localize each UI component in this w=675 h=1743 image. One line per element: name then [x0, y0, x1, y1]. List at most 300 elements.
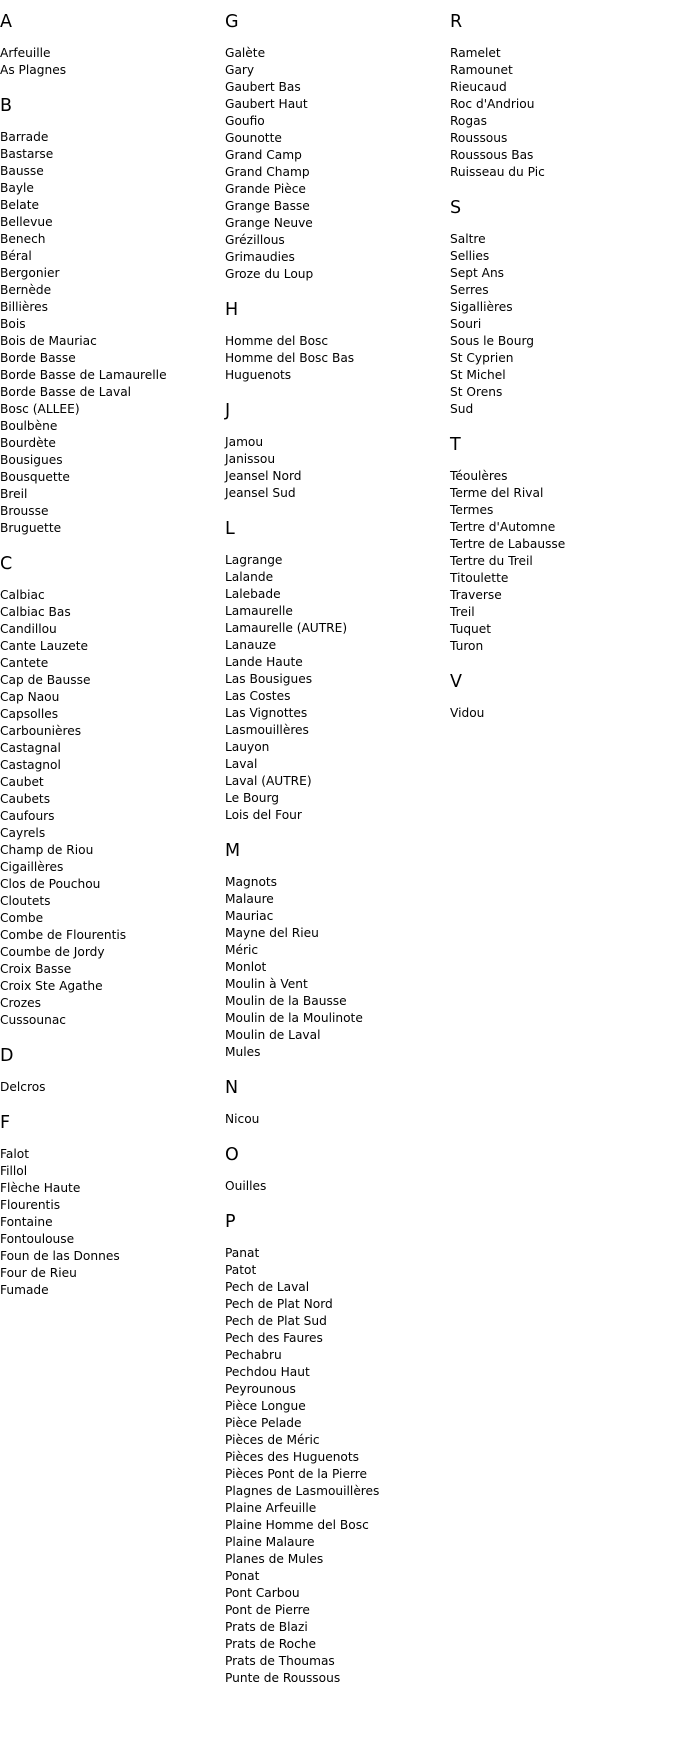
- place-link[interactable]: Cantete: [0, 656, 49, 670]
- list-item: [225, 1313, 450, 1330]
- list-item: [450, 519, 675, 536]
- place-link[interactable]: Magnots: [225, 875, 278, 889]
- list-item: [450, 299, 675, 316]
- letter-section-g: [225, 12, 450, 283]
- place-list: [0, 45, 225, 79]
- list-item: [225, 1178, 450, 1195]
- place-link[interactable]: Croix Ste Agathe: [0, 979, 103, 993]
- place-link[interactable]: Caubet: [0, 775, 44, 789]
- place-link[interactable]: Borde Basse de Laval: [0, 385, 132, 399]
- list-item: [0, 825, 225, 842]
- letter-section-t: [450, 435, 675, 655]
- place-link[interactable]: Sept Ans: [450, 266, 505, 280]
- place-link[interactable]: Bosc (ALLEE): [0, 402, 80, 416]
- place-link[interactable]: Punte de Roussous: [225, 1671, 341, 1685]
- letter-heading: H: [225, 300, 239, 320]
- list-item: [0, 350, 225, 367]
- letter-heading: L: [225, 519, 235, 539]
- place-link[interactable]: Fontoulouse: [0, 1232, 75, 1246]
- place-link[interactable]: Rogas: [450, 114, 487, 128]
- place-link[interactable]: St Orens: [450, 385, 503, 399]
- place-link[interactable]: Mayne del Rieu: [225, 926, 319, 940]
- list-item: [225, 1262, 450, 1279]
- list-item: [225, 1111, 450, 1128]
- list-item: [450, 333, 675, 350]
- place-link[interactable]: Pièce Longue: [225, 1399, 306, 1413]
- place-link[interactable]: Nicou: [225, 1112, 260, 1126]
- list-item: [0, 384, 225, 401]
- letter-heading: A: [0, 12, 12, 32]
- place-link[interactable]: Homme del Bosc Bas: [225, 351, 355, 365]
- list-item: [0, 45, 225, 62]
- place-link[interactable]: Caufours: [0, 809, 55, 823]
- list-item: [0, 655, 225, 672]
- place-link[interactable]: As Plagnes: [0, 63, 67, 77]
- list-item: [225, 620, 450, 637]
- place-link[interactable]: Téoulères: [450, 469, 508, 483]
- list-item: [0, 197, 225, 214]
- place-link[interactable]: Bruguette: [0, 521, 62, 535]
- place-link[interactable]: Cussounac: [0, 1013, 67, 1027]
- place-link[interactable]: Goufio: [225, 114, 265, 128]
- place-link[interactable]: Calbiac Bas: [0, 605, 71, 619]
- list-item: [225, 976, 450, 993]
- place-link[interactable]: Pont de Pierre: [225, 1603, 310, 1617]
- place-link[interactable]: Grimaudies: [225, 250, 295, 264]
- place-link[interactable]: Pièces Pont de la Pierre: [225, 1467, 367, 1481]
- place-link[interactable]: Janissou: [225, 452, 276, 466]
- place-link[interactable]: Jamou: [225, 435, 264, 449]
- place-link[interactable]: Arfeuille: [0, 46, 51, 60]
- list-item: [0, 469, 225, 486]
- list-item: [225, 1347, 450, 1364]
- place-link[interactable]: Grand Champ: [225, 165, 310, 179]
- list-item: [450, 79, 675, 96]
- place-link[interactable]: Pech des Faures: [225, 1331, 323, 1345]
- place-link[interactable]: Caubets: [0, 792, 51, 806]
- place-link[interactable]: Pièce Pelade: [225, 1416, 302, 1430]
- list-item: [225, 1568, 450, 1585]
- place-list: [225, 874, 450, 1061]
- place-link[interactable]: Pech de Laval: [225, 1280, 310, 1294]
- list-item: [225, 790, 450, 807]
- list-item: [225, 1636, 450, 1653]
- place-link[interactable]: Bellevue: [0, 215, 53, 229]
- list-item: [0, 1079, 225, 1096]
- list-item: [225, 451, 450, 468]
- place-link[interactable]: Groze du Loup: [225, 267, 314, 281]
- place-link[interactable]: Moulin à Vent: [225, 977, 308, 991]
- list-item: [225, 705, 450, 722]
- place-link[interactable]: Plagnes de Lasmouillères: [225, 1484, 380, 1498]
- place-link[interactable]: Flèche Haute: [0, 1181, 81, 1195]
- letter-section-l: [225, 519, 450, 824]
- place-link[interactable]: Cigaillères: [0, 860, 64, 874]
- list-item: [450, 553, 675, 570]
- place-link[interactable]: Breil: [0, 487, 28, 501]
- list-item: [225, 434, 450, 451]
- place-link[interactable]: Homme del Bosc: [225, 334, 329, 348]
- place-link[interactable]: Serres: [450, 283, 489, 297]
- place-link[interactable]: Bousquette: [0, 470, 70, 484]
- list-item: [225, 468, 450, 485]
- place-link[interactable]: Terme del Rival: [450, 486, 544, 500]
- list-item: [225, 266, 450, 283]
- place-link[interactable]: Pièces de Méric: [225, 1433, 320, 1447]
- list-item: [225, 249, 450, 266]
- list-item: [225, 1279, 450, 1296]
- list-item: [225, 1534, 450, 1551]
- list-item: [225, 1245, 450, 1262]
- list-item: [225, 181, 450, 198]
- place-link[interactable]: Cap Naou: [0, 690, 60, 704]
- place-list: [225, 1111, 450, 1128]
- place-link[interactable]: Roussous: [450, 131, 508, 145]
- list-item: [225, 1010, 450, 1027]
- place-link[interactable]: Pièces des Huguenots: [225, 1450, 360, 1464]
- place-link[interactable]: Plaine Homme del Bosc: [225, 1518, 369, 1532]
- list-item: [225, 198, 450, 215]
- place-link[interactable]: Patot: [225, 1263, 257, 1277]
- place-link[interactable]: Gaubert Bas: [225, 80, 301, 94]
- place-link[interactable]: Sellies: [450, 249, 490, 263]
- place-list: [450, 468, 675, 655]
- place-link[interactable]: Combe: [0, 911, 44, 925]
- list-item: [225, 1381, 450, 1398]
- letter-section-d: [0, 1046, 225, 1096]
- letter-section-f: [0, 1113, 225, 1299]
- place-link[interactable]: Panat: [225, 1246, 260, 1260]
- letter-heading: P: [225, 1212, 236, 1232]
- place-link[interactable]: Moulin de Laval: [225, 1028, 321, 1042]
- place-link[interactable]: Galète: [225, 46, 266, 60]
- place-link[interactable]: Pont Carbou: [225, 1586, 300, 1600]
- list-item: [0, 774, 225, 791]
- place-link[interactable]: Sud: [450, 402, 474, 416]
- place-list: [450, 705, 675, 722]
- list-item: [0, 638, 225, 655]
- place-link[interactable]: Ponat: [225, 1569, 260, 1583]
- place-list: [225, 1178, 450, 1195]
- place-link[interactable]: Traverse: [450, 588, 502, 602]
- place-link[interactable]: Bois de Mauriac: [0, 334, 97, 348]
- place-link[interactable]: Gounotte: [225, 131, 282, 145]
- list-item: [225, 739, 450, 756]
- list-item: [225, 637, 450, 654]
- list-item: [225, 891, 450, 908]
- place-link[interactable]: Tertre du Treil: [450, 554, 533, 568]
- place-link[interactable]: Le Bourg: [225, 791, 280, 805]
- place-link[interactable]: Cap de Bausse: [0, 673, 91, 687]
- list-item: [0, 452, 225, 469]
- place-link[interactable]: Combe de Flourentis: [0, 928, 127, 942]
- place-link[interactable]: Ouilles: [225, 1179, 267, 1193]
- place-link[interactable]: Treil: [450, 605, 475, 619]
- place-link[interactable]: Boulbène: [0, 419, 58, 433]
- place-link[interactable]: Peyrounous: [225, 1382, 296, 1396]
- place-link[interactable]: Delcros: [0, 1080, 46, 1094]
- list-item: [0, 672, 225, 689]
- place-link[interactable]: Bayle: [0, 181, 34, 195]
- list-item: [225, 1398, 450, 1415]
- list-item: [225, 215, 450, 232]
- list-item: [225, 333, 450, 350]
- place-link[interactable]: Prats de Thoumas: [225, 1654, 335, 1668]
- list-item: [0, 520, 225, 537]
- place-link[interactable]: Fontaine: [0, 1215, 53, 1229]
- place-link[interactable]: Béral: [0, 249, 32, 263]
- place-link[interactable]: Laval (AUTRE): [225, 774, 312, 788]
- place-link[interactable]: Cloutets: [0, 894, 51, 908]
- list-item: [0, 621, 225, 638]
- list-item: [0, 944, 225, 961]
- place-link[interactable]: Moulin de la Bausse: [225, 994, 347, 1008]
- place-link[interactable]: Turon: [450, 639, 484, 653]
- place-link[interactable]: Souri: [450, 317, 482, 331]
- place-link[interactable]: Fumade: [0, 1283, 49, 1297]
- list-item: [0, 1214, 225, 1231]
- place-link[interactable]: Pechdou Haut: [225, 1365, 310, 1379]
- place-link[interactable]: Tertre de Labausse: [450, 537, 566, 551]
- place-link[interactable]: Lande Haute: [225, 655, 303, 669]
- list-item: [0, 129, 225, 146]
- place-link[interactable]: Bousigues: [0, 453, 63, 467]
- list-item: [450, 350, 675, 367]
- place-link[interactable]: Calbiac: [0, 588, 45, 602]
- place-link[interactable]: Clos de Pouchou: [0, 877, 101, 891]
- place-link[interactable]: Titoulette: [450, 571, 509, 585]
- place-link[interactable]: Carbounières: [0, 724, 82, 738]
- place-link[interactable]: Las Bousigues: [225, 672, 313, 686]
- list-item: [225, 908, 450, 925]
- list-item: [225, 1500, 450, 1517]
- letter-section-b: [0, 96, 225, 537]
- place-link[interactable]: Prats de Roche: [225, 1637, 317, 1651]
- place-link[interactable]: Laval: [225, 757, 258, 771]
- list-item: [0, 791, 225, 808]
- place-link[interactable]: Lanauze: [225, 638, 277, 652]
- list-item: [225, 1653, 450, 1670]
- place-link[interactable]: Mauriac: [225, 909, 274, 923]
- list-item: [225, 756, 450, 773]
- place-link[interactable]: Saltre: [450, 232, 486, 246]
- place-link[interactable]: Croix Basse: [0, 962, 72, 976]
- place-link[interactable]: Grange Basse: [225, 199, 310, 213]
- place-link[interactable]: Gary: [225, 63, 255, 77]
- place-link[interactable]: Ramounet: [450, 63, 513, 77]
- letter-section-v: [450, 672, 675, 722]
- list-item: [225, 350, 450, 367]
- list-item: [0, 1282, 225, 1299]
- place-link[interactable]: Lagrange: [225, 553, 283, 567]
- place-link[interactable]: Foun de las Donnes: [0, 1249, 120, 1263]
- list-item: [225, 1296, 450, 1313]
- place-link[interactable]: Jeansel Sud: [225, 486, 296, 500]
- place-list: [225, 434, 450, 502]
- place-list: [450, 231, 675, 418]
- place-list: [225, 45, 450, 283]
- place-link[interactable]: Grézillous: [225, 233, 285, 247]
- place-link[interactable]: Bergonier: [0, 266, 60, 280]
- place-link[interactable]: Sous le Bourg: [450, 334, 534, 348]
- place-link[interactable]: Grand Camp: [225, 148, 302, 162]
- place-link[interactable]: Coumbe de Jordy: [0, 945, 105, 959]
- letter-heading: F: [0, 1113, 11, 1133]
- place-link[interactable]: Prats de Blazi: [225, 1620, 308, 1634]
- place-link[interactable]: Tuquet: [450, 622, 492, 636]
- list-item: [450, 502, 675, 519]
- list-item: [0, 180, 225, 197]
- place-link[interactable]: Lalande: [225, 570, 274, 584]
- list-item: [225, 1330, 450, 1347]
- list-item: [225, 925, 450, 942]
- list-item: [0, 604, 225, 621]
- letter-section-p: [225, 1212, 450, 1687]
- place-link[interactable]: Jeansel Nord: [225, 469, 302, 483]
- place-link[interactable]: Grange Neuve: [225, 216, 313, 230]
- place-link[interactable]: Huguenots: [225, 368, 292, 382]
- place-link[interactable]: Ramelet: [450, 46, 501, 60]
- place-link[interactable]: Grande Pièce: [225, 182, 306, 196]
- place-link[interactable]: Pech de Plat Sud: [225, 1314, 327, 1328]
- list-item: [225, 1483, 450, 1500]
- place-link[interactable]: Ruisseau du Pic: [450, 165, 545, 179]
- place-link[interactable]: Billières: [0, 300, 48, 314]
- list-item: [0, 146, 225, 163]
- list-item: [225, 232, 450, 249]
- list-item: [225, 130, 450, 147]
- place-link[interactable]: Capsolles: [0, 707, 59, 721]
- place-link[interactable]: Castagnol: [0, 758, 61, 772]
- list-item: [0, 486, 225, 503]
- place-link[interactable]: Champ de Riou: [0, 843, 94, 857]
- list-item: [225, 1619, 450, 1636]
- place-link[interactable]: Mules: [225, 1045, 261, 1059]
- place-link[interactable]: Gaubert Haut: [225, 97, 308, 111]
- place-link[interactable]: Pech de Plat Nord: [225, 1297, 333, 1311]
- list-item: [225, 62, 450, 79]
- place-link[interactable]: Bourdète: [0, 436, 56, 450]
- place-link[interactable]: Plaine Malaure: [225, 1535, 315, 1549]
- list-item: [0, 689, 225, 706]
- place-list: [225, 1245, 450, 1687]
- place-link[interactable]: Benech: [0, 232, 46, 246]
- place-link[interactable]: Flourentis: [0, 1198, 61, 1212]
- place-link[interactable]: Lamaurelle (AUTRE): [225, 621, 348, 635]
- place-link[interactable]: Sigallières: [450, 300, 513, 314]
- place-link[interactable]: Candillou: [0, 622, 57, 636]
- place-list: [0, 1079, 225, 1096]
- list-item: [0, 401, 225, 418]
- place-link[interactable]: Vidou: [450, 706, 485, 720]
- list-item: [0, 876, 225, 893]
- place-link[interactable]: Roc d'Andriou: [450, 97, 535, 111]
- list-item: [225, 603, 450, 620]
- list-item: [225, 1517, 450, 1534]
- list-item: [450, 45, 675, 62]
- place-link[interactable]: Planes de Mules: [225, 1552, 324, 1566]
- list-item: [0, 961, 225, 978]
- list-item: [0, 282, 225, 299]
- place-link[interactable]: Lois del Four: [225, 808, 302, 822]
- list-item: [0, 740, 225, 757]
- place-link[interactable]: Falot: [0, 1147, 29, 1161]
- place-link[interactable]: Cayrels: [0, 826, 46, 840]
- place-link[interactable]: Termes: [450, 503, 494, 517]
- list-item: [0, 995, 225, 1012]
- place-link[interactable]: Fillol: [0, 1164, 28, 1178]
- place-link[interactable]: Tertre d'Automne: [450, 520, 556, 534]
- place-link[interactable]: Borde Basse de Lamaurelle: [0, 368, 167, 382]
- place-link[interactable]: Crozes: [0, 996, 41, 1010]
- place-link[interactable]: Rieucaud: [450, 80, 507, 94]
- place-link[interactable]: Monlot: [225, 960, 267, 974]
- place-link[interactable]: Las Vignottes: [225, 706, 308, 720]
- place-link[interactable]: Roussous Bas: [450, 148, 534, 162]
- list-item: [0, 418, 225, 435]
- place-link[interactable]: Bastarse: [0, 147, 54, 161]
- list-item: [225, 1432, 450, 1449]
- list-item: [225, 773, 450, 790]
- list-item: [0, 1248, 225, 1265]
- list-item: [0, 265, 225, 282]
- place-link[interactable]: Bernède: [0, 283, 52, 297]
- place-link[interactable]: Cante Lauzete: [0, 639, 89, 653]
- index-column: [225, 0, 450, 1704]
- list-item: [225, 1585, 450, 1602]
- list-item: [450, 401, 675, 418]
- place-link[interactable]: Plaine Arfeuille: [225, 1501, 317, 1515]
- place-link[interactable]: Malaure: [225, 892, 274, 906]
- place-link[interactable]: Lalebade: [225, 587, 281, 601]
- list-item: [0, 927, 225, 944]
- letter-heading: R: [450, 12, 463, 32]
- place-link[interactable]: Brousse: [0, 504, 49, 518]
- list-item: [0, 1180, 225, 1197]
- list-item: [0, 62, 225, 79]
- place-link[interactable]: Bois: [0, 317, 26, 331]
- place-link[interactable]: Méric: [225, 943, 259, 957]
- letter-heading: T: [450, 435, 461, 455]
- list-item: [450, 468, 675, 485]
- list-item: [450, 570, 675, 587]
- place-link[interactable]: St Michel: [450, 368, 506, 382]
- place-link[interactable]: Barrade: [0, 130, 49, 144]
- letter-heading: G: [225, 12, 239, 32]
- place-link[interactable]: Las Costes: [225, 689, 291, 703]
- list-item: [225, 1449, 450, 1466]
- place-link[interactable]: Bausse: [0, 164, 44, 178]
- place-link[interactable]: Moulin de la Moulinote: [225, 1011, 363, 1025]
- place-link[interactable]: Pechabru: [225, 1348, 282, 1362]
- place-link[interactable]: Belate: [0, 198, 39, 212]
- place-link[interactable]: Lasmouillères: [225, 723, 309, 737]
- list-item: [225, 688, 450, 705]
- list-item: [450, 130, 675, 147]
- place-list: [450, 45, 675, 181]
- place-link[interactable]: Four de Rieu: [0, 1266, 77, 1280]
- place-link[interactable]: Lauyon: [225, 740, 270, 754]
- letter-section-j: [225, 401, 450, 502]
- list-item: [450, 604, 675, 621]
- list-item: [0, 503, 225, 520]
- place-link[interactable]: St Cyprien: [450, 351, 514, 365]
- place-link[interactable]: Castagnal: [0, 741, 61, 755]
- list-item: [0, 757, 225, 774]
- place-link[interactable]: Lamaurelle: [225, 604, 293, 618]
- index-column: [0, 0, 225, 1316]
- place-link[interactable]: Borde Basse: [0, 351, 76, 365]
